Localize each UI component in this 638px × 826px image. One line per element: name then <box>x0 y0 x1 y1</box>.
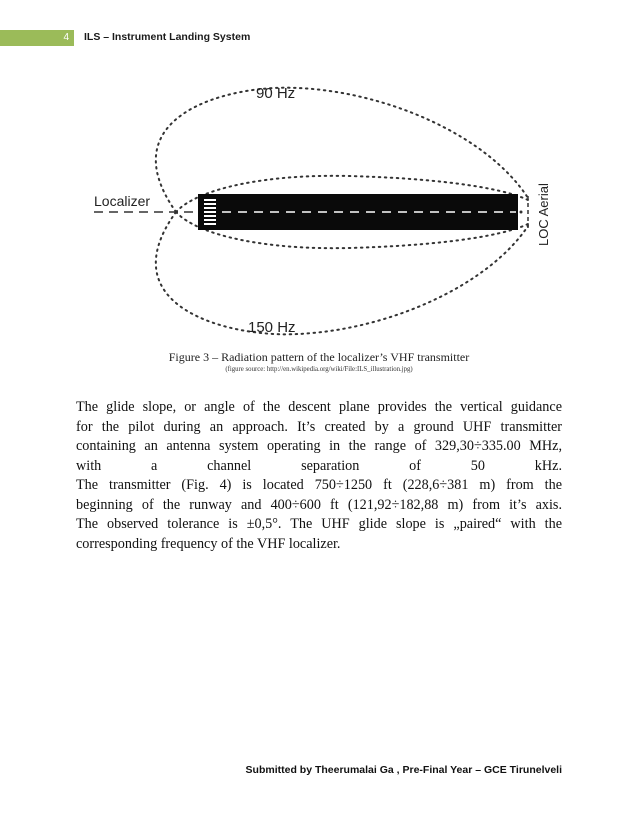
figure-caption: Figure 3 – Radiation pattern of the localizer’s VHF transmitter <box>168 350 470 364</box>
body-line: The glide slope, or angle of the descent plane provides the vertical guidance <box>76 399 562 415</box>
lower-lobe-150hz <box>156 212 528 334</box>
body-line: beginning of the runway and 400÷600 ft (121,92÷182,88 m) from it’s axis. <box>76 496 562 513</box>
body-line: corresponding frequency of the VHF localizer. <box>76 535 341 552</box>
footer-text: Submitted by Theerumalai Ga , Pre-Final Year – GCE Tirunelveli <box>245 764 562 776</box>
page-number-tab: 4 <box>0 30 74 46</box>
label-loc-aerial: LOC Aerial <box>536 183 551 246</box>
body-line: with a channel separation of 50 kHz. <box>76 457 562 474</box>
body-line: The observed tolerance is ±0,5°. The UHF glide slope is „paired“ with the <box>76 516 562 532</box>
radiation-pattern-diagram <box>88 76 558 346</box>
figure-source: (figure source: http://en.wikipedia.org/wiki/File:ILS_illustration.jpg) <box>225 366 413 373</box>
label-localizer: Localizer <box>94 193 151 209</box>
label-150hz: 150 Hz <box>248 319 296 336</box>
radiation-pattern-figure <box>88 76 558 346</box>
body-line: The transmitter (Fig. 4) is located 750÷1250 ft (228,6÷381 m) from the <box>76 477 562 493</box>
body-line: containing an antenna system operating in the range of 329,30÷335.00 MHz, <box>76 438 562 454</box>
label-90hz: 90 Hz <box>256 85 296 102</box>
body-paragraph <box>76 398 562 554</box>
header-title: ILS – Instrument Landing System <box>84 31 251 43</box>
upper-lobe-90hz <box>156 88 528 212</box>
body-line: for the pilot during an approach. It’s created by a ground UHF transmitter <box>76 418 562 435</box>
